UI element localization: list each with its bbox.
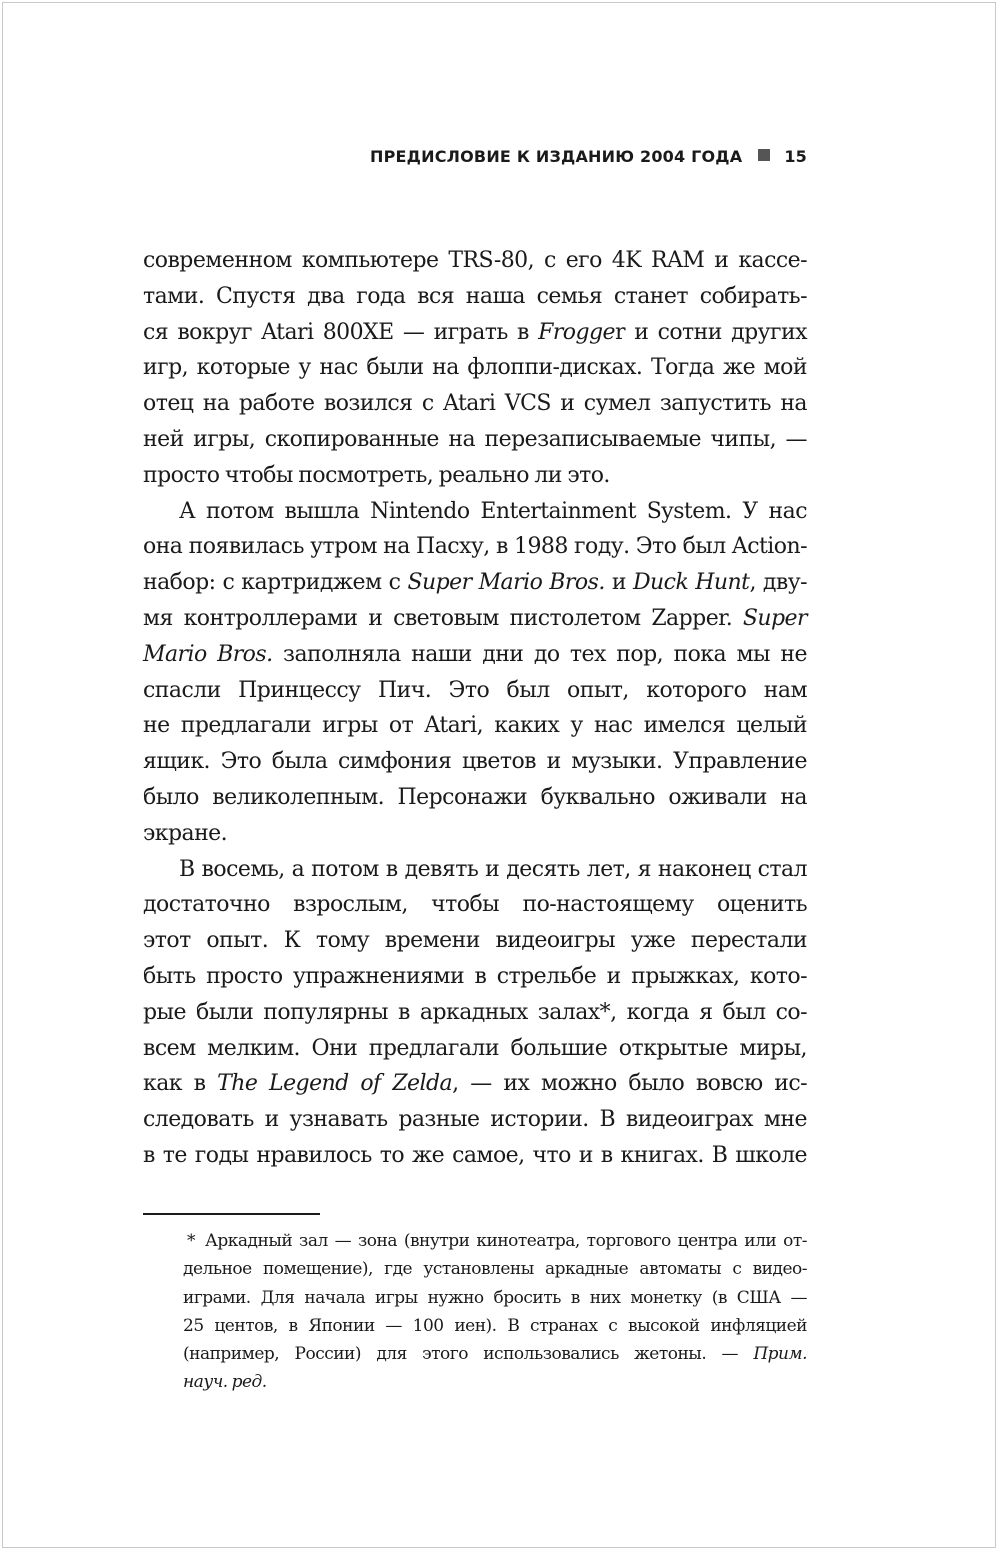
- text-line: как в The Legend of Zelda, — их можно было вовсю ис-: [143, 1071, 807, 1097]
- text-line: не предлагали игры от Atari, каких у нас имелся целый: [143, 713, 807, 739]
- text-line: достаточно взрослым, чтобы по-настоящему оценить: [143, 892, 807, 918]
- footnote-divider: [143, 1213, 320, 1215]
- footnote: [143, 1227, 807, 1397]
- italic-title: The Legend of Zelda: [217, 1071, 453, 1097]
- text-line: ся вокруг Atari 800XE — играть в Frogger и сотни других: [143, 319, 807, 345]
- text-line: этот опыт. К тому времени видеоигры уже перестали: [143, 928, 807, 954]
- text-line: в те годы нравилось то же самое, что и в книгах. В школе: [143, 1142, 807, 1168]
- paragraph-3: [143, 852, 807, 1174]
- text-line: А потом вышла Nintendo Entertainment System. У нас: [179, 498, 807, 524]
- text-line: ней игры, скопированные на перезаписываемые чипы, —: [143, 426, 807, 452]
- paragraph-1: [143, 243, 807, 494]
- paragraph-2: [143, 494, 807, 852]
- italic-title: Super Mario Bros.: [407, 570, 605, 596]
- text-line: рые были популярны в аркадных залах*, когда я был со-: [143, 999, 807, 1025]
- text-line: современном компьютере TRS-80, с его 4K RAM и кассе-: [143, 248, 807, 273]
- text-line: игр, которые у нас были на флоппи-дисках. Тогда же мой: [143, 355, 807, 381]
- book-page: [2, 2, 996, 1548]
- italic-title: Frogge: [538, 319, 616, 345]
- footnote-line: [143, 1368, 807, 1396]
- page-number: 15: [784, 147, 807, 166]
- text-line: экране.: [143, 820, 228, 846]
- text-line: она появилась утром на Пасху, в 1988 году. Это был Action-: [143, 534, 807, 560]
- footnote-line: дельное помещение), где установлены аркадные автоматы с видео-: [183, 1259, 807, 1280]
- running-head: [143, 147, 807, 166]
- text-line: мя контроллерами и световым пистолетом Zapper. Super: [143, 605, 807, 631]
- text-line: быть просто упражнениями в стрельбе и прыжках, кото-: [143, 963, 807, 989]
- text-line: было великолепным. Персонажи буквально оживали на: [143, 784, 807, 810]
- text-line: В восемь, а потом в девять и десять лет, я наконец стал: [179, 856, 807, 882]
- running-title: ПРЕДИСЛОВИЕ К ИЗДАНИЮ 2004 ГОДА: [370, 147, 743, 166]
- italic-title: Mario Bros.: [143, 641, 273, 667]
- text-line: следовать и узнавать разные истории. В видеоиграх мне: [143, 1107, 807, 1133]
- text-line: набор: с картриджем с Super Mario Bros. и Duck Hunt, дву-: [143, 570, 808, 596]
- footnote-marker: *: [187, 1231, 195, 1251]
- text-line: просто чтобы посмотреть, реально ли это.: [143, 462, 610, 488]
- text-line: ящик. Это была симфония цветов и музыки. Управление: [143, 749, 807, 775]
- text-line: всем мелким. Они предлагали большие открытые миры,: [143, 1035, 807, 1061]
- square-bullet-icon: [758, 149, 770, 161]
- text-line: отец на работе возился с Atari VCS и сумел запустить на: [143, 391, 807, 417]
- text-line: Mario Bros. заполняла наши дни до тех пор, пока мы не: [143, 641, 807, 667]
- italic-title: Super: [742, 605, 807, 631]
- italic-title: Duck Hunt: [632, 570, 750, 596]
- text-line: тами. Спустя два года вся наша семья станет собирать-: [143, 283, 807, 309]
- body-text: [143, 243, 807, 1174]
- italic-note: Прим.: [753, 1344, 807, 1365]
- italic-note: науч. ред.: [183, 1372, 267, 1393]
- footnote-line: играми. Для начала игры нужно бросить в них монетку (в США —: [183, 1287, 807, 1308]
- text-line: спасли Принцессу Пич. Это был опыт, которого нам: [143, 677, 807, 703]
- footnote-line: * Аркадный зал — зона (внутри кинотеатра, торгового центра или от-: [143, 1227, 807, 1255]
- footnote-line: (например, России) для этого использовались жетоны. — Прим.: [183, 1344, 807, 1365]
- footnote-line: 25 центов, в Японии — 100 иен). В странах с высокой инфляцией: [183, 1315, 807, 1336]
